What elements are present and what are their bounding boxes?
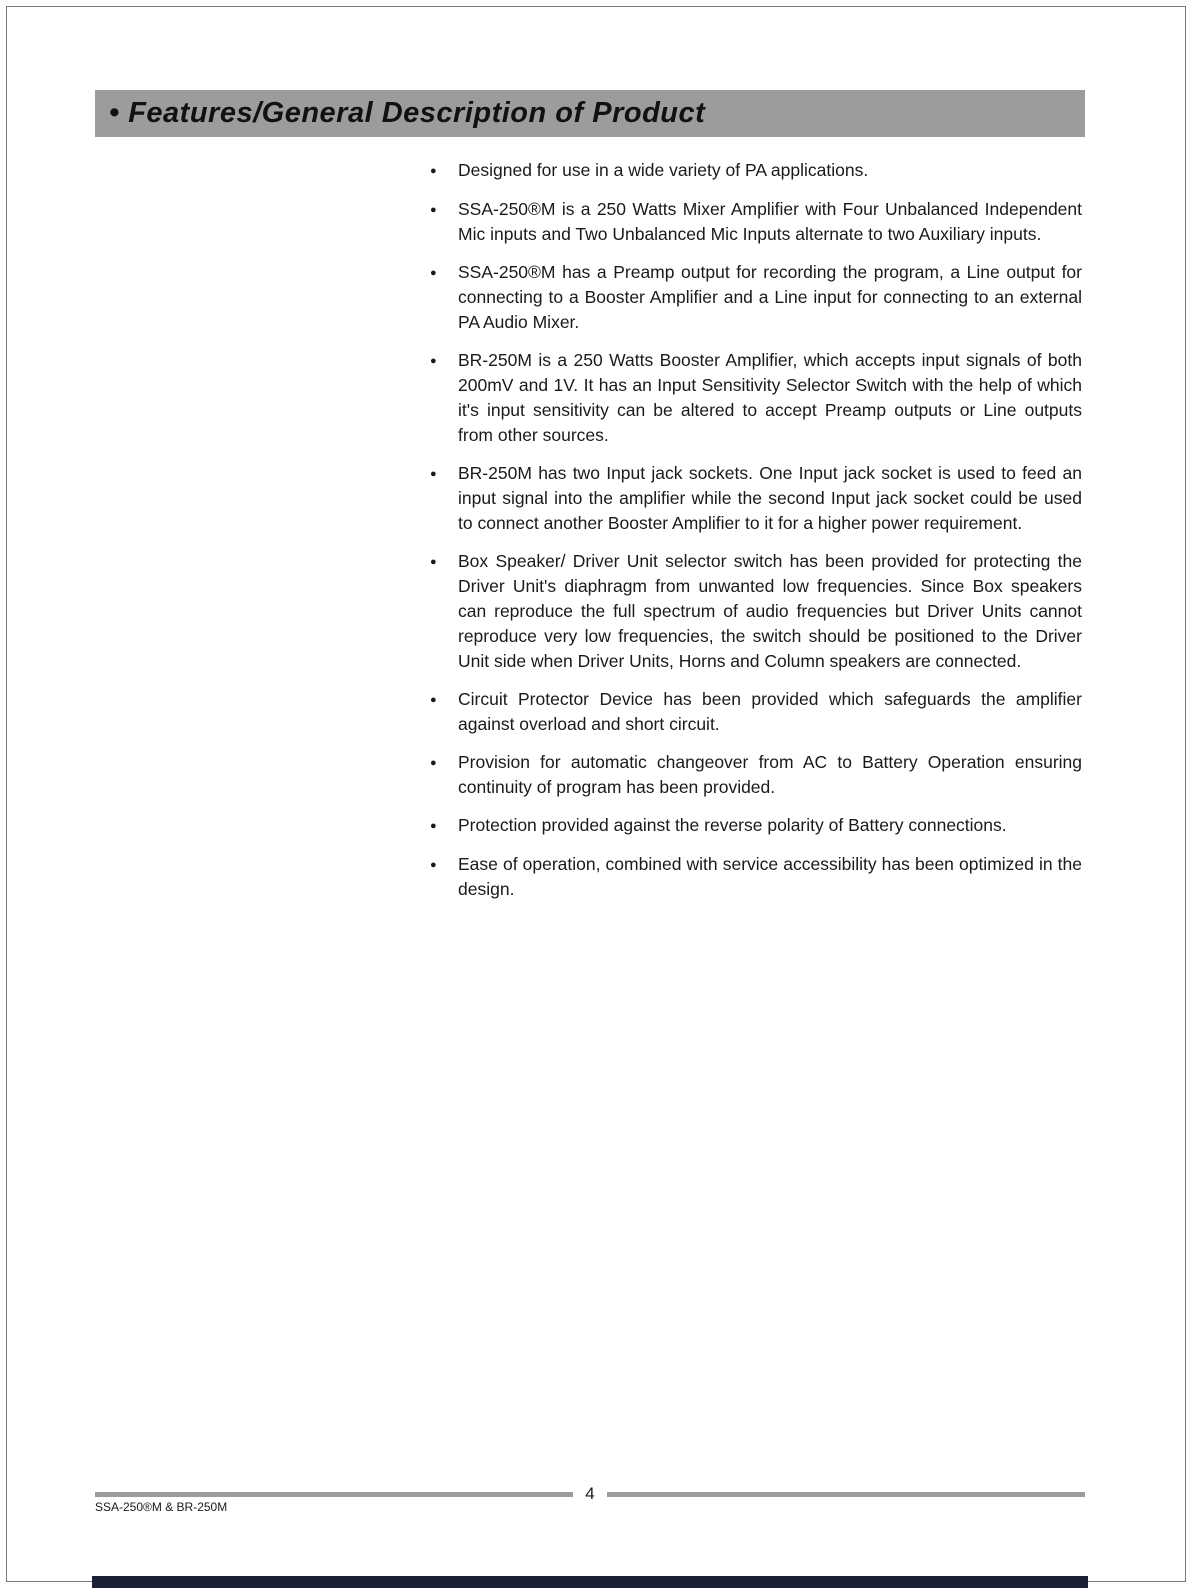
feature-text: Designed for use in a wide variety of PA applications.: [458, 160, 869, 180]
list-item: [430, 348, 1082, 448]
page-number: 4: [585, 1484, 595, 1503]
bullet-icon: ●: [430, 204, 437, 216]
footer-model-text: SSA-250®M & BR-250M: [95, 1500, 228, 1514]
bullet-icon: ●: [430, 694, 437, 706]
list-item: [430, 813, 1082, 839]
feature-text: Provision for automatic changeover from AC to Battery Operation ensuring continuity of program has been provided.: [458, 752, 1082, 797]
feature-text: Protection provided against the reverse polarity of Battery connections.: [458, 815, 1007, 835]
feature-text: BR-250M has two Input jack sockets. One Input jack socket is used to feed an input signal into the amplifier while the second Input jack socket could be used to connect another Booster Amplifier to it for a higher power requirement.: [458, 463, 1082, 533]
list-item: [430, 852, 1082, 902]
list-item: [430, 158, 1082, 184]
section-title: • Features/General Description of Product: [109, 97, 706, 129]
features-list: [430, 158, 1082, 915]
list-item: [430, 260, 1082, 335]
list-item: [430, 687, 1082, 737]
feature-text: SSA-250®M is a 250 Watts Mixer Amplifier with Four Unbalanced Independent Mic inputs and Two Unbalanced Mic Inputs alternate to two Auxiliary inputs.: [458, 199, 1082, 244]
feature-text: BR-250M is a 250 Watts Booster Amplifier, which accepts input signals of both 200mV and 1V. It has an Input Sensitivity Selector Switch with the help of which it's input sensitivity can be altered to accept Preamp outputs or Line outputs from other sources.: [458, 350, 1082, 445]
bullet-icon: ●: [430, 757, 437, 769]
bullet-icon: ●: [430, 468, 437, 480]
feature-text: SSA-250®M has a Preamp output for recording the program, a Line output for connecting to a Booster Amplifier and a Line input for connecting to an external PA Audio Mixer.: [458, 262, 1082, 332]
footer-rule: [95, 1484, 1085, 1504]
bullet-icon: ●: [430, 355, 437, 367]
feature-text: Circuit Protector Device has been provided which safeguards the amplifier against overload and short circuit.: [458, 689, 1082, 734]
list-item: [430, 549, 1082, 674]
bullet-icon: ●: [430, 556, 437, 568]
section-header-banner: [95, 90, 1085, 137]
list-item: [430, 461, 1082, 536]
bottom-bar: [92, 1576, 1088, 1588]
feature-text: Ease of operation, combined with service accessibility has been optimized in the design.: [458, 854, 1082, 899]
footer-rule-right: [607, 1492, 1085, 1497]
bullet-icon: ●: [430, 859, 437, 871]
bullet-icon: ●: [430, 820, 437, 832]
bullet-icon: ●: [430, 165, 437, 177]
bullet-icon: ●: [430, 267, 437, 279]
footer-rule-left: [95, 1492, 573, 1497]
list-item: [430, 750, 1082, 800]
feature-text: Box Speaker/ Driver Unit selector switch has been provided for protecting the Driver Unit's diaphragm from unwanted low frequencies. Since Box speakers can reproduce the full spectrum of audio frequencies but Driver Units cannot reproduce very low frequencies, the switch should be positioned to the Driver Unit side when Driver Units, Horns and Column speakers are connected.: [458, 551, 1082, 671]
list-item: [430, 197, 1082, 247]
